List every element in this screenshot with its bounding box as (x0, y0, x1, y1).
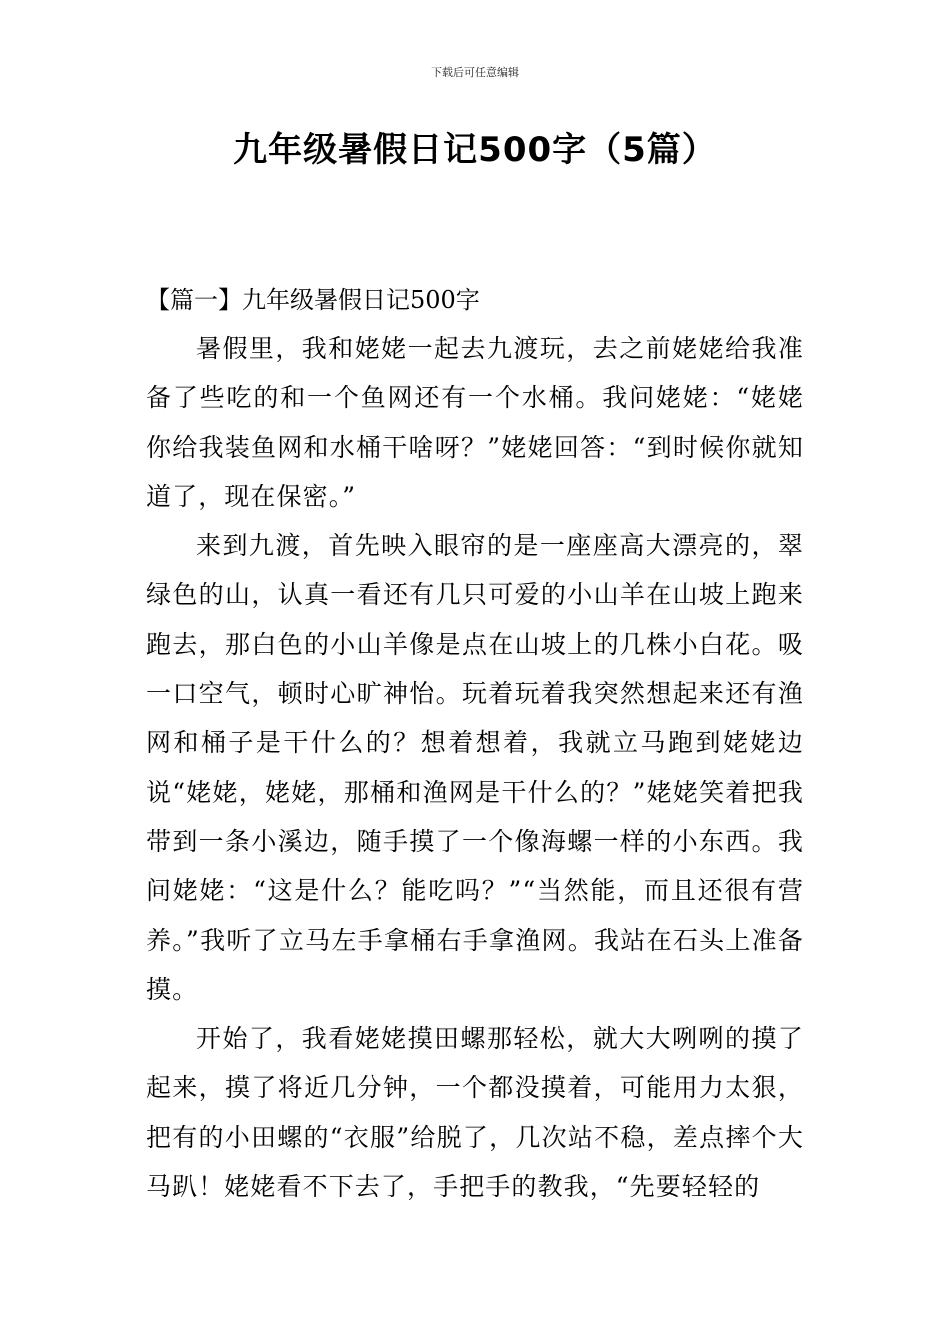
header-note: 下载后可任意编辑 (431, 66, 519, 79)
section-heading: 【篇一】九年级暑假日记500字 (146, 286, 480, 314)
document-title: 九年级暑假日记500字（5篇） (233, 130, 717, 170)
paragraph-3: 开始了，我看姥姥摸田螺那轻松，就大大咧咧的摸了起来，摸了将近几分钟，一个都没摸着，可能用力太狠，把有的小田螺的“衣服”给脱了，几次站不稳，差点摔个大马趴！姥姥看不下去了，手把手的教我，“先要轻轻的 (146, 1024, 804, 1202)
paragraph-1: 暑假里，我和姥姥一起去九渡玩，去之前姥姥给我准备了些吃的和一个鱼网还有一个水桶。我问姥姥：“姥姥你给我装鱼网和水桶干啥呀？”姥姥回答：“到时候你就知道了，现在保密。” (146, 334, 804, 511)
paragraph-2: 来到九渡，首先映入眼帘的是一座座高大漂亮的，翠绿色的山，认真一看还有几只可爱的小山羊在山坡上跑来跑去，那白色的小山羊像是点在山坡上的几株小白花。吸一口空气，顿时心旷神怡。玩着玩着我突然想起来还有渔网和桶子是干什么的？想着想着，我就立马跑到姥姥边说“姥姥，姥姥，那桶和渔网是干什么的？”姥姥笑着把我带到一条小溪边，随手摸了一个像海螺一样的小东西。我问姥姥：“这是什么？能吃吗？”“当然能，而且还很有营养。”我听了立马左手拿桶右手拿渔网。我站在石头上准备摸。 (146, 531, 804, 1004)
document-body (146, 276, 804, 1211)
